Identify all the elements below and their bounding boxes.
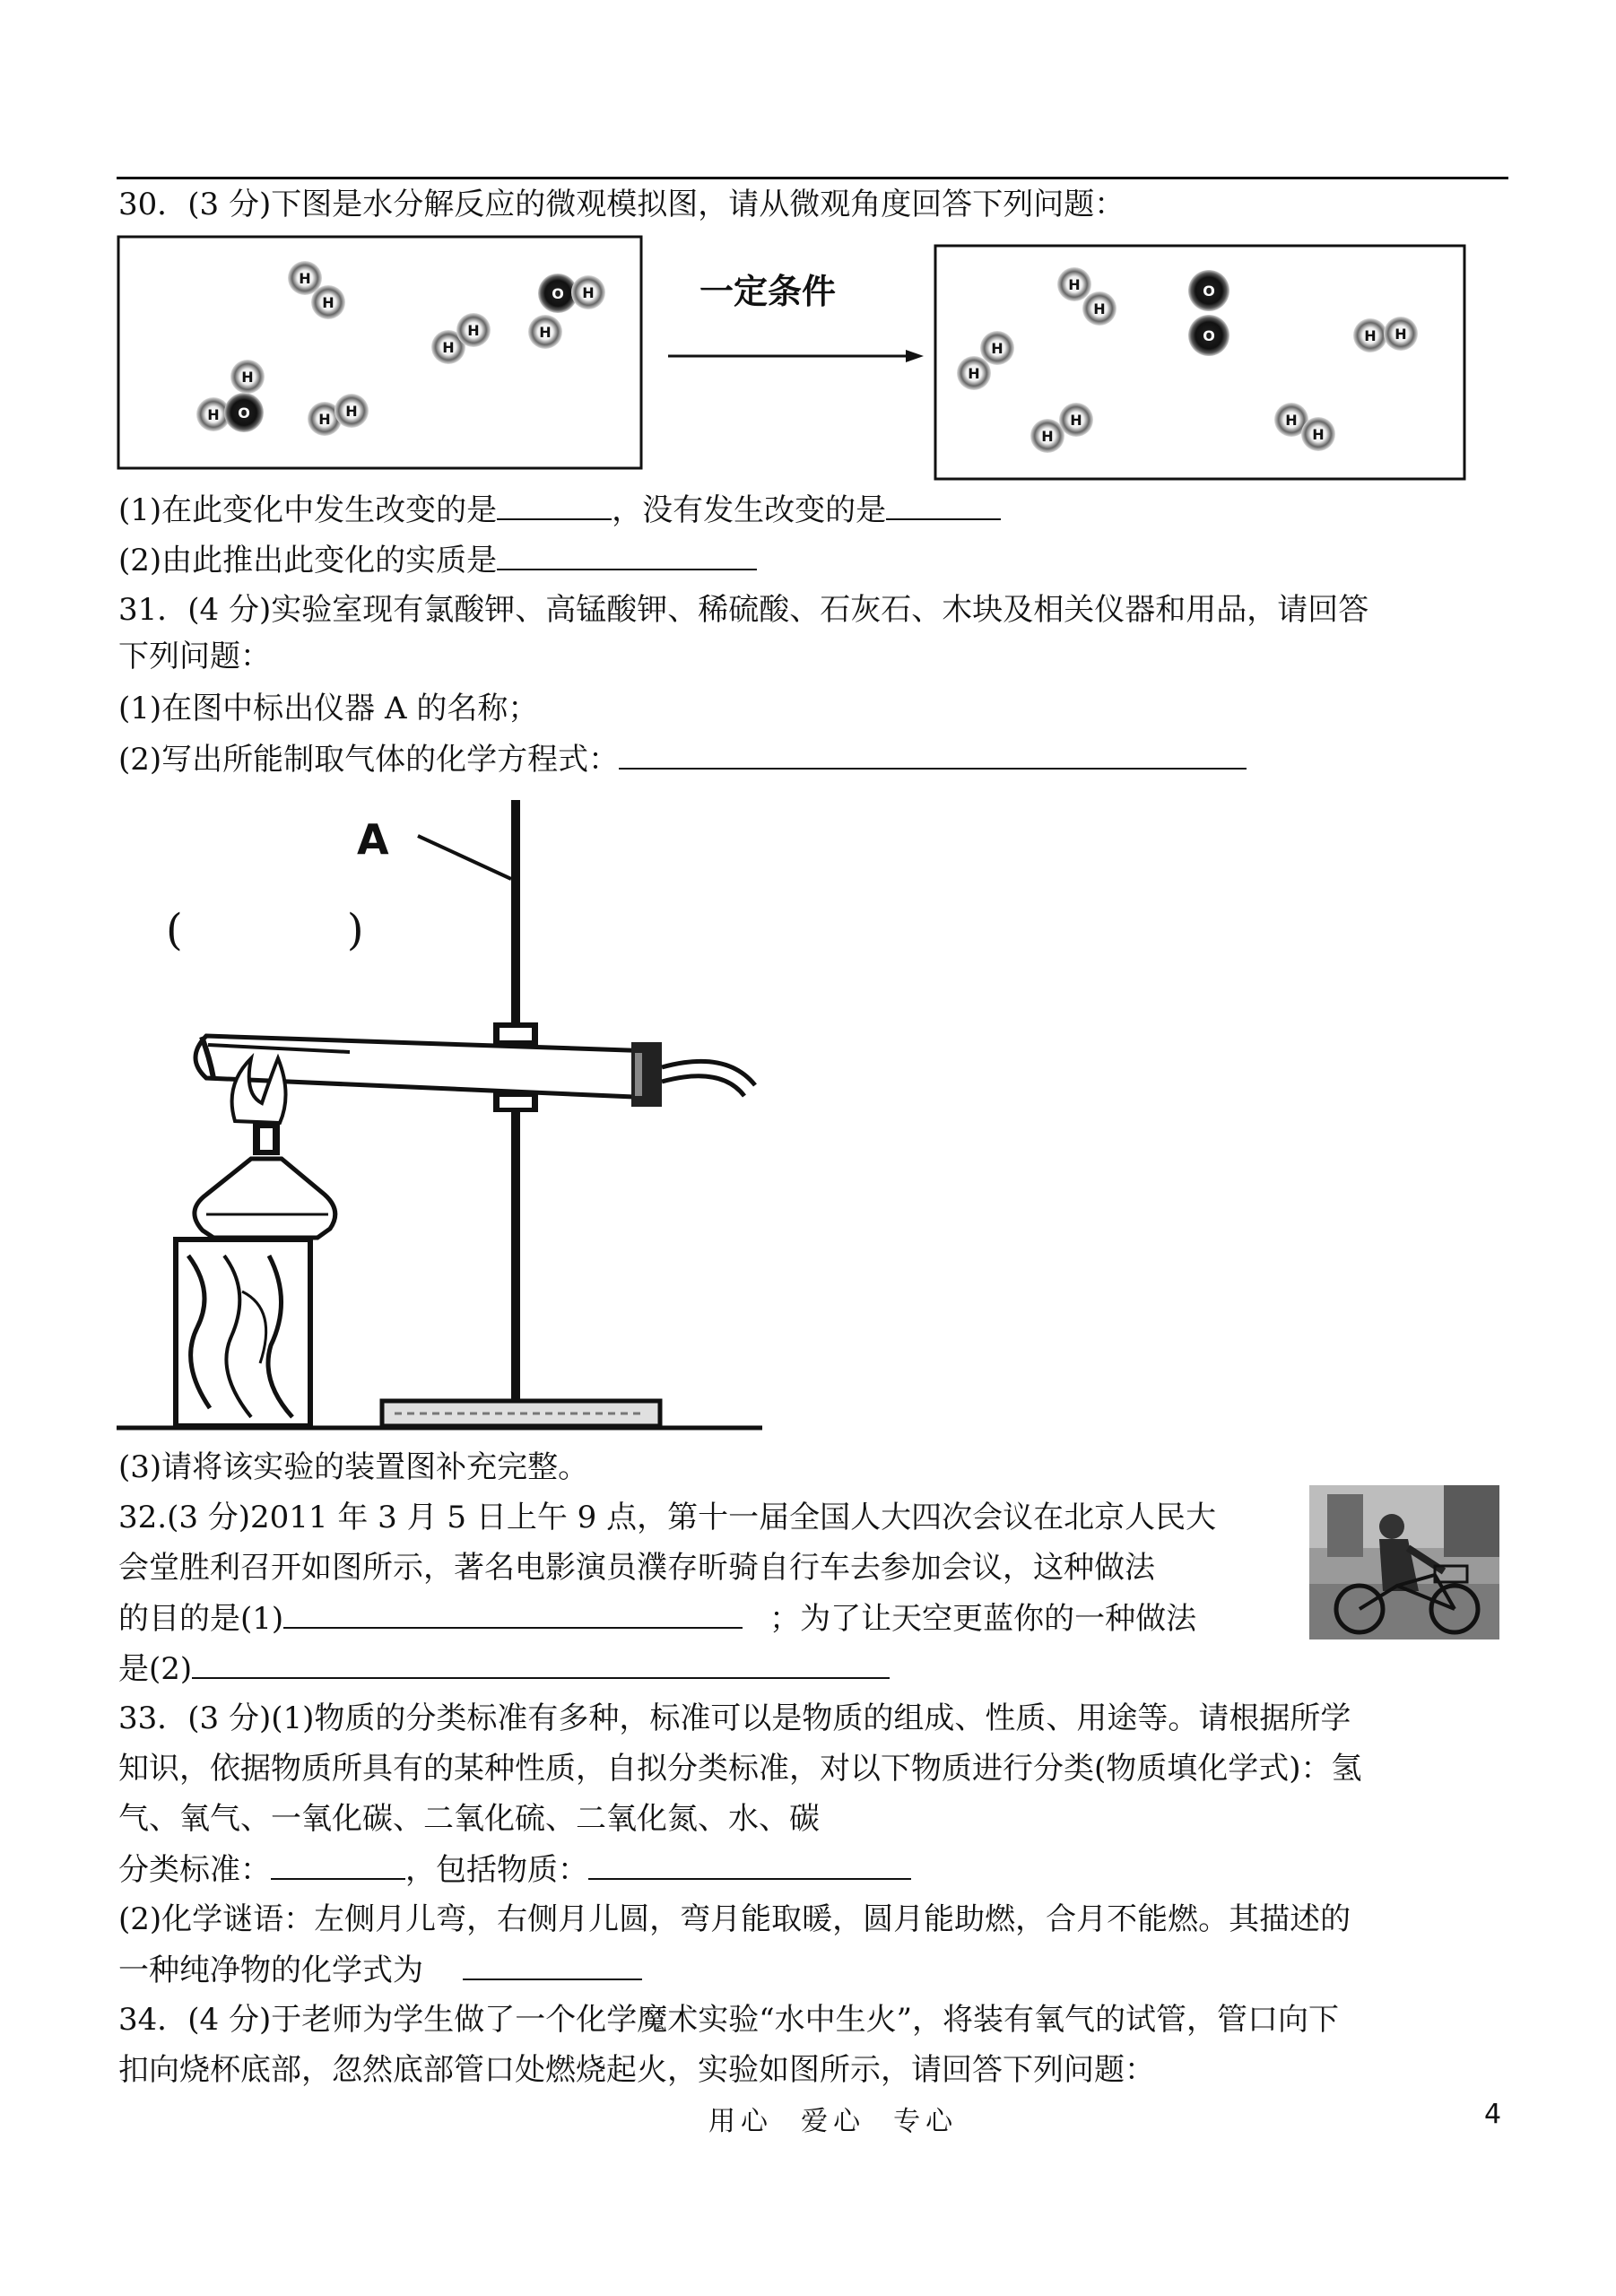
page-number: 4 [1484,2099,1502,2130]
q33-line5: (2)化学谜语：左侧月儿弯，右侧月儿圆，弯月能取暖，圆月能助燃，合月不能燃。其描述的 [118,1901,1351,1937]
svg-text:H: H [1312,426,1325,443]
arrow-label: 一定条件 [699,272,837,311]
test-tube [195,1036,655,1098]
svg-text:H: H [968,365,980,382]
q34-line1: 34．(4 分)于老师为学生做了一个化学魔术实验“水中生火”，将装有氧气的试管，管口向下 [118,2002,1339,2038]
q31-sub2: (2)写出所能制取气体的化学方程式： [118,741,1247,778]
q30-sub1: (1)在此变化中发生改变的是 ，没有发生改变的是 [118,491,1001,528]
q31-line2: 下列问题： [118,639,271,674]
header-rule [117,177,1508,179]
svg-text:H: H [539,324,552,341]
q32-line2: 会堂胜利召开如图所示，著名电影演员濮存昕骑自行车去参加会议，这种做法 [118,1550,1155,1586]
svg-text:H: H [318,411,331,428]
alcohol-lamp [195,1159,335,1238]
cyclist-photo [1309,1485,1499,1639]
q31-line1: 31．(4 分)实验室现有氯酸钾、高锰酸钾、稀硫酸、石灰石、木块及相关仪器和用品，请回答 [118,592,1369,628]
q34-line2: 扣向烧杯底部，忽然底部管口处燃烧起火，实验如图所示，请回答下列问题： [118,2052,1155,2088]
svg-text:H: H [1093,300,1106,317]
svg-text:H: H [1070,412,1082,429]
before-reaction-box [118,237,641,468]
svg-text:H: H [1068,276,1081,293]
q31-sub1: (1)在图中标出仪器 A 的名称； [118,691,539,726]
svg-text:H: H [1041,428,1054,445]
svg-text:H: H [207,406,220,423]
q33-line1: 33．(3 分)(1)物质的分类标准有多种，标准可以是物质的组成、性质、用途等。请根据所学 [118,1700,1351,1736]
svg-text:O: O [238,404,250,422]
q30-title: 30．(3 分)下图是水分解反应的微观模拟图，请从微观角度回答下列问题： [118,187,1125,222]
svg-text:O: O [1203,327,1215,344]
q33-line2: 知识，依据物质所具有的某种性质，自拟分类标准，对以下物质进行分类(物质填化学式)：氢 [118,1751,1362,1787]
svg-text:H: H [991,340,1003,357]
q32-line3: 的目的是(1) ；为了让天空更蓝你的一种做法 [118,1601,1197,1637]
svg-text:H: H [467,322,480,339]
q32-line4: 是(2) [118,1650,890,1687]
q30-sub2: (2)由此推出此变化的实质是 [118,542,757,578]
q33-line4: 分类标准： ，包括物质： [118,1851,911,1888]
svg-text:O: O [1203,283,1215,300]
svg-text:H: H [241,369,254,386]
pointer-a [418,836,511,879]
delivery-tube [662,1061,755,1085]
svg-text:H: H [1364,327,1377,344]
page-footer: 用心 爱心 专心 [708,2106,959,2137]
q31-sub3: (3)请将该实验的装置图补充完整。 [118,1449,589,1485]
svg-text:H: H [345,403,358,420]
svg-text:H: H [442,339,455,356]
instrument-name-blank: ( ) [166,905,364,955]
svg-text:H: H [1394,326,1407,343]
svg-text:H: H [322,294,334,311]
svg-text:H: H [299,270,311,287]
q33-line6: 一种纯净物的化学式为 [118,1952,642,1988]
svg-text:H: H [582,284,595,301]
gas-generation-apparatus [117,789,771,1435]
label-a: A [357,815,389,864]
svg-text:O: O [552,285,564,302]
q32-line1: 32.(3 分)2011 年 3 月 5 日上午 9 点，第十一届全国人大四次会议在北京人民大 [118,1500,1217,1535]
q33-line3: 气、氧气、一氧化碳、二氧化硫、二氧化氮、水、碳 [118,1801,820,1837]
svg-text:H: H [1285,412,1298,429]
